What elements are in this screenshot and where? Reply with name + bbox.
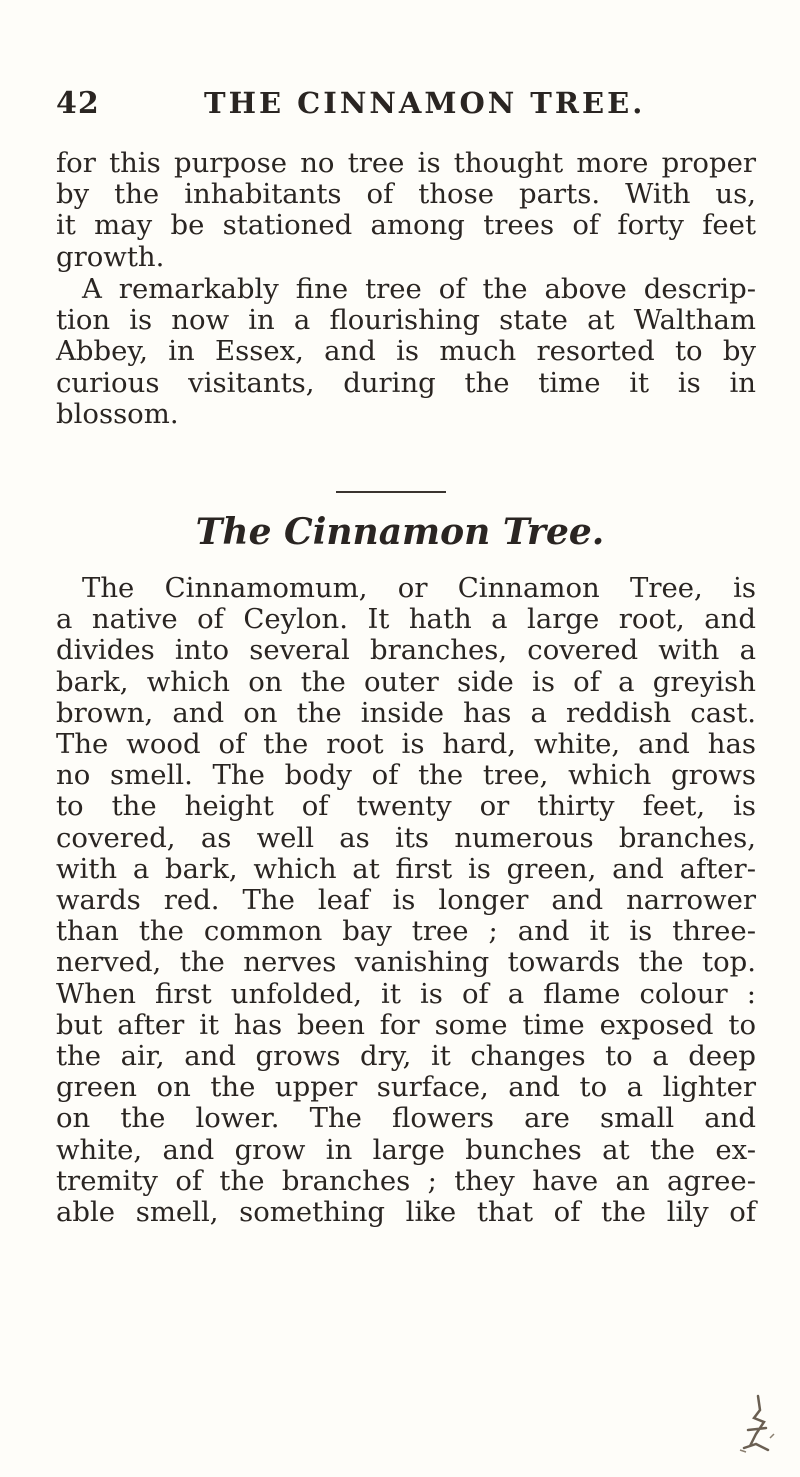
text-line: it may be stationed among trees of forty feet: [56, 209, 756, 242]
text-line: The Cinnamomum, or Cinnamon Tree, is: [82, 572, 756, 604]
text-line: a native of Ceylon. It hath a large root, and: [56, 603, 756, 636]
paragraph-cinnamon-description: [56, 573, 756, 1228]
text-line: curious visitants, during the time it is in: [56, 366, 756, 399]
page-number: 42: [56, 86, 100, 121]
text-line: the air, and grows dry, it changes to a deep: [56, 1040, 756, 1073]
text-line: brown, and on the inside has a reddish cast.: [56, 696, 756, 729]
running-title: THE CINNAMON TREE.: [204, 86, 646, 120]
text-line: tremity of the branches ; they have an agree-: [56, 1164, 756, 1197]
text-line: blossom.: [56, 397, 179, 430]
text-line: green on the upper surface, and to a lighter: [56, 1071, 756, 1104]
text-line: to the height of twenty or thirty feet, is: [56, 790, 756, 823]
text-line: growth.: [56, 240, 165, 273]
text-line: tion is now in a flourishing state at Waltham: [56, 304, 756, 337]
paragraph-continuation: [56, 148, 756, 273]
text-line: by the inhabitants of those parts. With us,: [56, 178, 756, 211]
text-line: than the common bay tree ; and it is three-: [56, 915, 756, 948]
text-line: A remarkably fine tree of the above descrip-: [82, 273, 756, 305]
text-line: covered, as well as its numerous branches,: [56, 821, 756, 854]
text-line: on the lower. The flowers are small and: [56, 1102, 756, 1135]
text-line: able smell, something like that of the lily of: [56, 1196, 756, 1229]
text-line: for this purpose no tree is thought more proper: [56, 147, 756, 179]
text-line: wards red. The leaf is longer and narrower: [56, 884, 756, 917]
text-line: divides into several branches, covered with a: [56, 634, 756, 667]
text-line: but after it has been for some time exposed to: [56, 1008, 756, 1041]
text-line: with a bark, which at first is green, and after-: [56, 852, 756, 885]
running-head: [56, 86, 756, 126]
text-line: bark, which on the outer side is of a greyish: [56, 665, 756, 698]
text-line: white, and grow in large bunches at the ex-: [56, 1133, 756, 1166]
printers-ornament-icon: [720, 1388, 790, 1458]
text-line: Abbey, in Essex, and is much resorted to by: [56, 335, 756, 368]
text-line: The wood of the root is hard, white, and has: [56, 728, 756, 761]
paragraph-waltham-abbey: [56, 274, 756, 430]
text-line: nerved, the nerves vanishing towards the top.: [56, 946, 756, 979]
text-line: When first unfolded, it is of a flame colour :: [56, 977, 756, 1010]
text-line: no smell. The body of the tree, which grows: [56, 759, 756, 792]
section-divider-rule: [336, 491, 446, 493]
section-heading: The Cinnamon Tree.: [195, 511, 605, 553]
